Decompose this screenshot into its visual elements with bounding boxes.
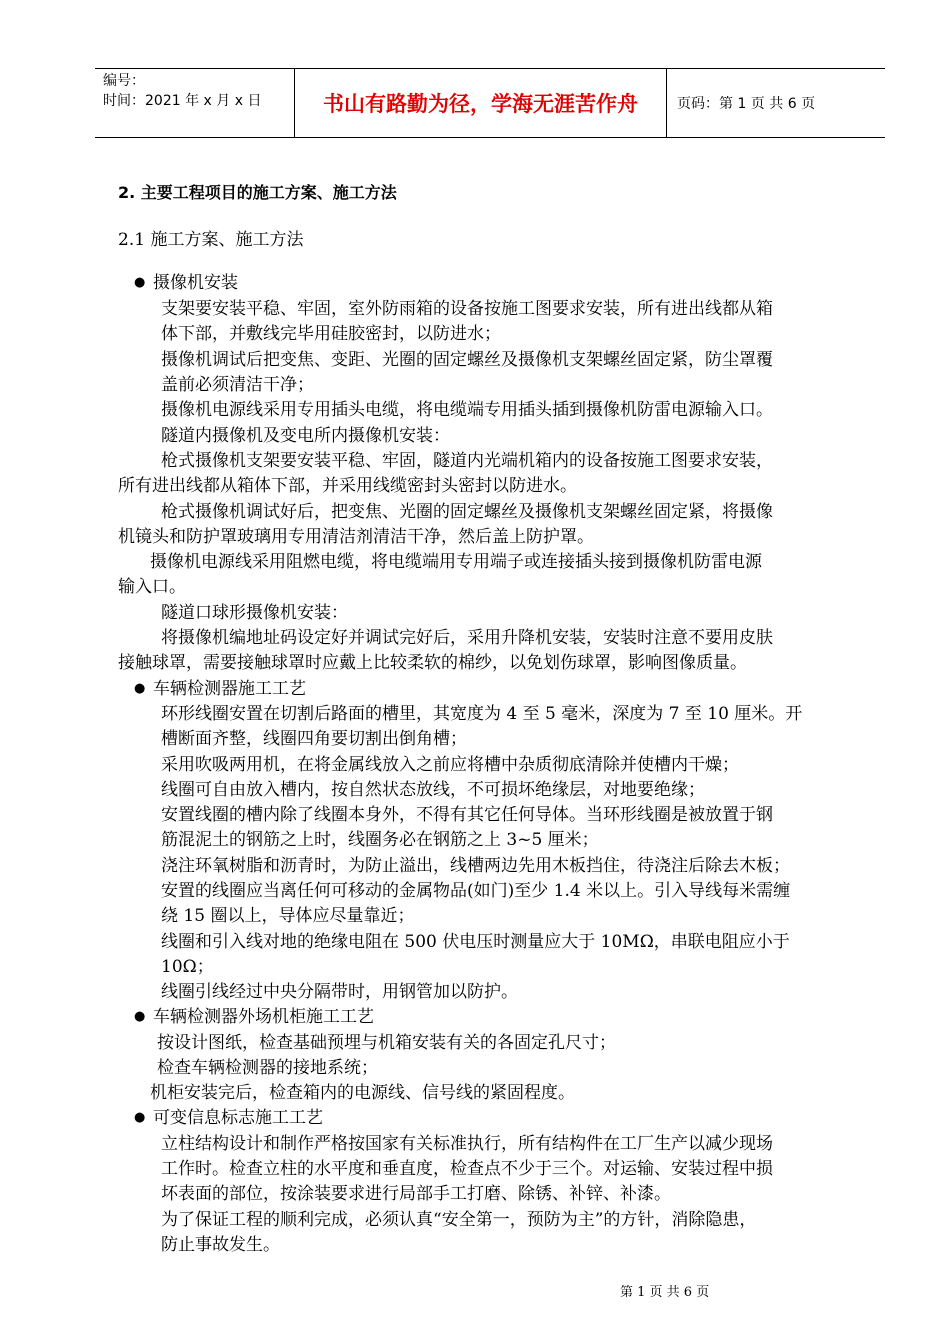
paragraph-line: 坏表面的部位，按涂装要求进行局部手工打磨、除锈、补锌、补漆。	[161, 1184, 671, 1204]
paragraph-line: 摄像机电源线采用阻燃电缆，将电缆端用专用端子或连接插头接到摄像机防雷电源	[150, 552, 762, 572]
paragraph-line: 绕 15 圈以上，导体应尽量靠近；	[161, 906, 415, 926]
paragraph-line: 输入口。	[118, 577, 186, 597]
paragraph-line: 10Ω；	[161, 957, 214, 977]
header-meta	[95, 69, 295, 137]
header-page-number: 页码：第 1 页 共 6 页	[677, 96, 816, 112]
paragraph-line: 枪式摄像机支架要安装平稳、牢固，隧道内光端机箱内的设备按施工图要求安装，	[161, 451, 773, 471]
paragraph-line: 槽断面齐整，线圈四角要切割出倒角槽；	[161, 729, 467, 749]
paragraph-line: 检查车辆检测器的接地系统；	[157, 1058, 378, 1078]
paragraph-line: 筋混泥土的钢筋之上时，线圈务必在钢筋之上 3~5 厘米；	[161, 830, 599, 850]
paragraph-line: 按设计图纸，检查基础预埋与机箱安装有关的各固定孔尺寸；	[157, 1033, 616, 1053]
paragraph-line: 防止事故发生。	[161, 1235, 280, 1255]
section-title: 2. 主要工程项目的施工方案、施工方法	[118, 183, 397, 202]
paragraph-line: 立柱结构设计和制作严格按国家有关标准执行，所有结构件在工厂生产以减少现场	[161, 1134, 773, 1154]
paragraph-line: 工作时。检查立柱的水平度和垂直度，检查点不少于三个。对运输、安装过程中损	[161, 1159, 773, 1179]
bullet-icon: ●	[134, 1009, 146, 1024]
bullet-icon: ●	[134, 1110, 146, 1125]
paragraph-line: 线圈可自由放入槽内，按自然状态放线，不可损坏绝缘层，对地要绝缘；	[161, 780, 705, 800]
paragraph-line: 安置线圈的槽内除了线圈本身外，不得有其它任何导体。当环形线圈是被放置于钢	[161, 805, 773, 825]
time-label: 时间：2021 年 x 月 x 日	[103, 93, 262, 109]
bullet-heading-cabinet: 车辆检测器外场机柜施工工艺	[153, 1007, 374, 1027]
paragraph-line: 隧道内摄像机及变电所内摄像机安装：	[161, 426, 450, 446]
paragraph-line: 机镜头和防护罩玻璃用专用清洁剂清洁干净，然后盖上防护罩。	[118, 527, 594, 547]
paragraph-line: 采用吹吸两用机，在将金属线放入之前应将槽中杂质彻底清除并使槽内干燥；	[161, 755, 739, 775]
bullet-heading-vehicle-detector: 车辆检测器施工工艺	[153, 679, 306, 699]
header-motto: 书山有路勤为径，学海无涯苦作舟	[295, 69, 667, 137]
page-footer: 第 1 页 共 6 页	[620, 1285, 710, 1300]
paragraph-line: 环形线圈安置在切割后路面的槽里，其宽度为 4 至 5 毫米，深度为 7 至 10 厘米。开	[161, 704, 803, 724]
number-label: 编号：	[103, 73, 145, 89]
paragraph-line: 机柜安装完后，检查箱内的电源线、信号线的紧固程度。	[150, 1083, 575, 1103]
paragraph-line: 枪式摄像机调试好后，把变焦、光圈的固定螺丝及摄像机支架螺丝固定紧，将摄像	[161, 502, 773, 522]
paragraph-line: 安置的线圈应当离任何可移动的金属物品(如门)至少 1.4 米以上。引入导线每米需缠	[161, 881, 791, 901]
paragraph-line: 浇注环氧树脂和沥青时，为防止溢出，线槽两边先用木板挡住，待浇注后除去木板；	[161, 856, 790, 876]
paragraph-line: 接触球罩，需要接触球罩时应戴上比较柔软的棉纱，以免划伤球罩，影响图像质量。	[118, 653, 747, 673]
document-header	[95, 68, 885, 138]
paragraph-line: 将摄像机编地址码设定好并调试完好后，采用升降机安装，安装时注意不要用皮肤	[161, 628, 773, 648]
paragraph-line: 线圈引线经过中央分隔带时，用钢管加以防护。	[161, 982, 518, 1002]
paragraph-line: 支架要安装平稳、牢固，室外防雨箱的设备按施工图要求安装，所有进出线都从箱	[161, 299, 773, 319]
bullet-icon: ●	[134, 681, 146, 696]
section-subtitle: 2.1 施工方案、施工方法	[118, 230, 304, 250]
paragraph-line: 盖前必须清洁干净；	[161, 375, 314, 395]
paragraph-line: 体下部，并敷线完毕用硅胶密封，以防进水；	[161, 324, 501, 344]
bullet-heading-camera-install: 摄像机安装	[153, 273, 238, 293]
paragraph-line: 线圈和引入线对地的绝缘电阻在 500 伏电压时测量应大于 10MΩ，串联电阻应小于	[161, 932, 790, 952]
bullet-heading-vms: 可变信息标志施工工艺	[153, 1108, 323, 1128]
paragraph-line: 隧道口球形摄像机安装：	[161, 603, 348, 623]
paragraph-line: 所有进出线都从箱体下部，并采用线缆密封头密封以防进水。	[118, 476, 577, 496]
bullet-icon: ●	[134, 275, 146, 290]
paragraph-line: 摄像机电源线采用专用插头电缆，将电缆端专用插头插到摄像机防雷电源输入口。	[161, 400, 773, 420]
paragraph-line: 为了保证工程的顺利完成，必须认真“安全第一，预防为主”的方针，消除隐患，	[161, 1210, 757, 1230]
paragraph-line: 摄像机调试后把变焦、变距、光圈的固定螺丝及摄像机支架螺丝固定紧，防尘罩覆	[161, 350, 773, 370]
